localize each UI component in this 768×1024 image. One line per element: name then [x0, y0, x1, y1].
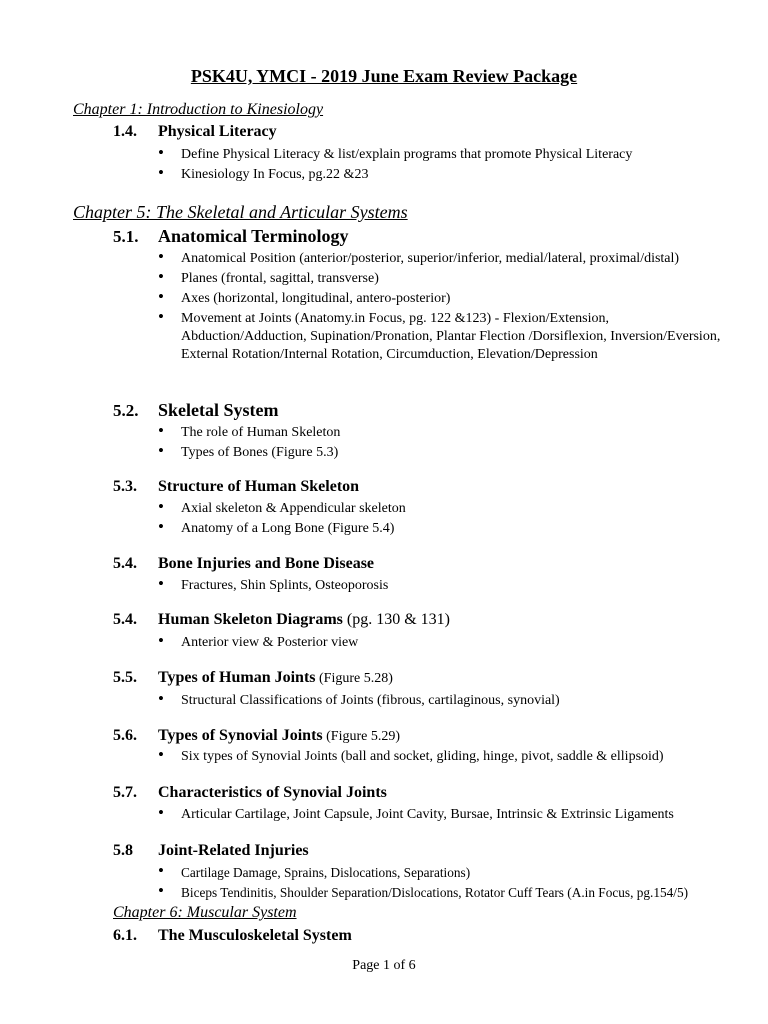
page-number: Page 1 of 6 — [352, 958, 416, 973]
section-number: 1.4. — [113, 123, 137, 140]
list-item: • Articular Cartilage, Joint Capsule, Joint Cavity, Bursae, Intrinsic & Extrinsic Ligaments — [158, 806, 733, 824]
chapter-6-heading: Chapter 6: Muscular System — [113, 904, 297, 921]
list-item: • Structural Classifications of Joints (fibrous, cartilaginous, synovial) — [158, 692, 733, 710]
section-5-6-list — [158, 748, 733, 768]
section-5-3-list — [158, 500, 733, 540]
section-title: Characteristics of Synovial Joints — [158, 784, 387, 801]
section-title: Physical Literacy — [158, 123, 277, 140]
list-item: • Define Physical Literacy & list/explain programs that promote Physical Literacy — [158, 146, 733, 164]
section-5-5-list — [158, 692, 733, 712]
section-5-2 — [113, 400, 279, 421]
section-5-7 — [113, 784, 387, 802]
section-5-6 — [113, 727, 400, 745]
section-5-3 — [113, 478, 359, 496]
section-reference: (Figure 5.28) — [315, 671, 393, 686]
section-5-5 — [113, 669, 393, 687]
section-title: Joint-Related Injuries — [158, 842, 309, 859]
section-title: Anatomical Terminology — [158, 226, 349, 246]
section-5-2-list — [158, 424, 733, 464]
list-item: • Planes (frontal, sagittal, transverse) — [158, 270, 733, 288]
chapter-1-heading: Chapter 1: Introduction to Kinesiology — [73, 101, 324, 118]
page-title: PSK4U, YMCI - 2019 June Exam Review Package — [190, 66, 578, 86]
section-reference: (pg. 130 & 131) — [342, 611, 451, 628]
section-number: 5.4. — [113, 555, 137, 572]
section-number: 5.4. — [113, 611, 137, 628]
section-5-1 — [113, 226, 349, 247]
section-1-4-list — [158, 146, 733, 186]
list-item: • Cartilage Damage, Sprains, Dislocations, Separations) — [158, 864, 733, 882]
list-item: • Axes (horizontal, longitudinal, antero-posterior) — [158, 290, 733, 308]
section-title: Bone Injuries and Bone Disease — [158, 555, 375, 572]
section-1-4 — [113, 123, 277, 141]
section-number: 5.6. — [113, 727, 137, 744]
section-number: 5.3. — [113, 478, 137, 495]
section-6-1 — [113, 927, 352, 945]
list-item: • Types of Bones (Figure 5.3) — [158, 444, 733, 462]
section-number: 5.2. — [113, 401, 139, 420]
section-number: 6.1. — [113, 927, 137, 944]
section-5-8-list — [158, 864, 733, 904]
list-item: • The role of Human Skeleton — [158, 424, 733, 442]
section-title: The Musculoskeletal System — [158, 927, 352, 944]
list-item: • Axial skeleton & Appendicular skeleton — [158, 500, 733, 518]
section-5-4-injuries-list — [158, 577, 733, 597]
section-title: Skeletal System — [158, 400, 279, 420]
section-title: Structure of Human Skeleton — [158, 478, 360, 495]
section-number: 5.5. — [113, 669, 137, 686]
section-5-4-diagrams-list — [158, 634, 733, 654]
section-5-4-injuries — [113, 555, 374, 573]
list-item: • Anatomy of a Long Bone (Figure 5.4) — [158, 520, 733, 538]
section-reference: (Figure 5.29) — [322, 729, 401, 744]
list-item: • Anterior view & Posterior view — [158, 634, 733, 652]
list-item: • Movement at Joints (Anatomy.in Focus, pg. 122 &123) - Flexion/Extension, Abduction/Adduction, Supination/Pronation, Plantar Flection /Dorsiflexion, Inversion/Eversion, External Rotation/Internal Rotation, Circumduction, Elevation/Depression — [158, 310, 733, 364]
chapter-5-heading: Chapter 5: The Skeletal and Articular Systems — [73, 202, 408, 222]
section-number: 5.8 — [113, 842, 133, 859]
list-item: • Kinesiology In Focus, pg.22 &23 — [158, 166, 733, 184]
section-5-7-list — [158, 806, 733, 826]
list-item: • Six types of Synovial Joints (ball and socket, gliding, hinge, pivot, saddle & ellipsoid) — [158, 748, 733, 766]
list-item: • Fractures, Shin Splints, Osteoporosis — [158, 577, 733, 595]
list-item: • Biceps Tendinitis, Shoulder Separation/Dislocations, Rotator Cuff Tears (A.in Focus, pg.154/5) — [158, 884, 733, 902]
section-title: Human Skeleton Diagrams — [158, 611, 343, 628]
section-5-8 — [113, 842, 309, 860]
section-5-1-list — [158, 250, 733, 366]
section-title: Types of Human Joints — [158, 669, 316, 686]
list-item: • Anatomical Position (anterior/posterior, superior/inferior, medial/lateral, proximal/distal) — [158, 250, 733, 268]
section-5-4-diagrams — [113, 611, 450, 629]
section-number: 5.1. — [113, 227, 139, 246]
section-title: Types of Synovial Joints — [158, 727, 323, 744]
section-number: 5.7. — [113, 784, 137, 801]
